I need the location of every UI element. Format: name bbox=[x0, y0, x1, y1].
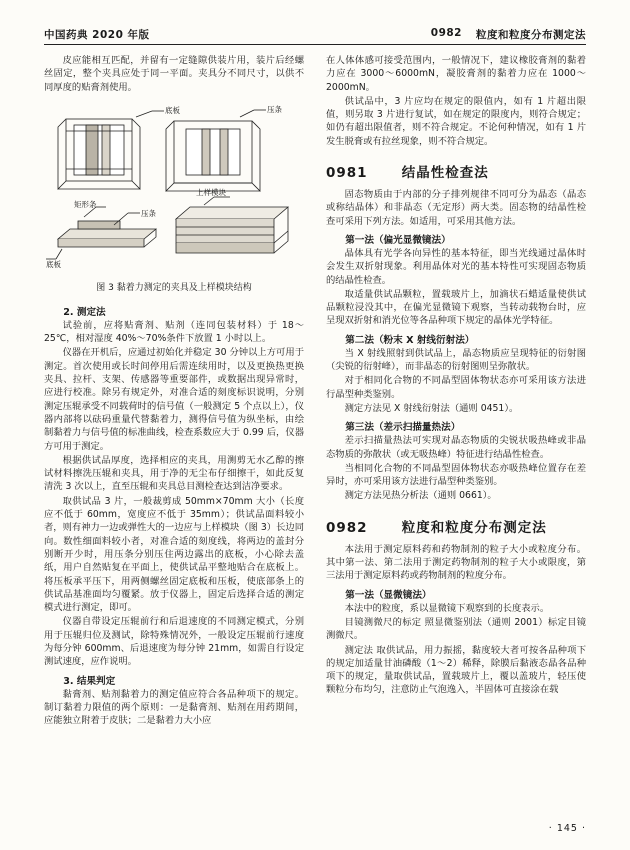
paragraph: 取供试品 3 片，一般裁剪成 50mm×70mm 大小（长度应不低于 60mm，宽度应不低于 35mm）；供试品面料较小者，则有神力一边或弹性大的一边应与上样模块（图 3）长边同向。数性细面料较小者，对准合适的刻度线，将两边的盖封分别断开少时，用压条分别压住两边露出的底板，小心除去盖纸，用户自然贴复在平面上，使供试品平整地贴合在底板上。将压板承平压下，用两侧螺丝固定底板和压板，使底部条上的供试品基准面均匀覆紧。放于仪器上，固定后选择合适的测定模式进行测定，即可。 bbox=[44, 495, 304, 614]
paragraph: 晶体具有光学各向异性的基本特征，即当光线通过晶体时会发生双折射现象。利用晶体对光的基本特性可实现固态物质的结晶性检查。 bbox=[326, 247, 586, 286]
figure-label-upper-sample-block: 上样模块 bbox=[196, 187, 226, 197]
method-heading-3: 第三法（差示扫描量热法） bbox=[345, 422, 461, 434]
header-section-code: 0982 bbox=[430, 27, 462, 39]
header-book-title: 中国药典 2020 年版 bbox=[44, 29, 150, 41]
method-heading-2: 第二法（粉末 X 射线衍射法） bbox=[345, 334, 475, 346]
figure-label-rect-block: 矩形条 bbox=[74, 199, 97, 209]
section-title: 结晶性检查法 bbox=[401, 165, 489, 182]
paragraph: 根据供试品厚度，选择相应的夹具，用测剪无水乙醇的擦试材料擦洗压辊和夹具，用于净的无尘布仔细擦干，如此反复清洗 3 次以上，直至压辊和夹具总目测检查达到洁净要求。 bbox=[44, 454, 304, 493]
section-code: 0982 bbox=[326, 519, 368, 536]
figure-label-base-plate-bottom: 底板 bbox=[46, 259, 61, 269]
section-heading-0981 bbox=[326, 161, 586, 181]
paragraph: 供试品中，3 片应均在规定的限值内，如有 1 片超出限值，则另取 3 片进行复试，如在规定的限度内，则符合规定；如仍有超出限值者，则不符合规定。不论何种情况，如有 1 片发生脱膏或有拉丝现象，则不符合规定。 bbox=[326, 95, 586, 147]
paragraph: 当 X 射线照射到供试品上，晶态物质应呈现特征的衍射图（尖锐的衍射峰），而非晶态的衍射图则呈弥散状。 bbox=[326, 347, 586, 373]
header-rule bbox=[44, 44, 586, 45]
paragraph: 当相同化合物的不同晶型固体物状态亦吸热峰位置存在差异时，亦可采用该方法进行晶型种类鉴别。 bbox=[326, 462, 586, 488]
figure-svg bbox=[44, 101, 304, 276]
method-heading-microscope: 第一法（显微镜法） bbox=[345, 589, 432, 601]
method-heading-1: 第一法（偏光显微镜法） bbox=[345, 234, 451, 246]
paragraph: 取适量供试品颗粒，置载玻片上，加滴状石蜡适量使供试品颗粒浸没其中，在偏光显微镜下观察，当转动载物台时，应呈现双折射和消光位等各品种项下规定的晶体光学特征。 bbox=[326, 288, 586, 327]
paragraph: 对于相同化合物的不同晶型固体物状态亦可采用该方法进行晶型种类鉴别。 bbox=[326, 375, 586, 400]
paragraph: 测定方法见热分析法（通则 0661）。 bbox=[344, 490, 497, 502]
section-title: 粒度和粒度分布测定法 bbox=[401, 519, 547, 536]
paragraph: 本法用于测定原料药和药物制剂的粒子大小或粒度分布。其中第一法、第二法用于测定药物制剂的粒子大小或限度，第三法用于测定原料药或药物制剂的粒度分布。 bbox=[326, 543, 586, 582]
subsection-heading-measurement: 2. 测定法 bbox=[63, 306, 106, 318]
paragraph: 仪器自带设定压辊前行和后退速度的不同测定模式，分别用于压辊归位及测试，除特殊情况外，一般设定压辊前行速度为每分钟 600mm、后退速度为每分钟 21mm，如需自行设定测试速度，应作说明。 bbox=[44, 616, 304, 668]
paragraph: 固态物质由于内部的分子排列规律不同可分为晶态（晶态或称结晶体）和非晶态（无定形）两大类。固态物的结晶性检查可采用下列方法。如适用，可采用其他方法。 bbox=[326, 189, 586, 227]
header-right-group bbox=[431, 27, 586, 42]
header-section-title: 粒度和粒度分布测定法 bbox=[476, 29, 586, 41]
figure-label-press-plate: 压条 bbox=[267, 104, 282, 114]
figure-label-press-bar: 压条 bbox=[141, 208, 156, 218]
page-header bbox=[44, 22, 586, 42]
two-column-body bbox=[44, 54, 586, 810]
paragraph: 黏膏剂、贴剂黏着力的测定值应符合各品种项下的规定。制订黏着力限值的两个原则：一是黏膏剂、贴剂在用药期间，应能独立附着于皮肤；二是黏着力大小应 bbox=[44, 688, 304, 727]
subsection-heading-result: 3. 结果判定 bbox=[63, 675, 116, 687]
paragraph: 在人体体感可接受范围内，一般情况下，建议橡胶膏剂的黏着力应在 3000～6000mN，凝胶膏剂的黏着力应在 1000～2000mN。 bbox=[326, 55, 586, 93]
paragraph: 测定方法见 X 射线衍射法（通则 0451）。 bbox=[344, 402, 519, 414]
paragraph: 皮应能相互匹配，并留有一定缝隙供装片用，装片后经螺丝固定，整个夹具应处于同一平面。夹具分不同尺寸，以供不同厚度的贴膏剂使用。 bbox=[44, 55, 304, 93]
paragraph: 本法中的粒度，系以显微镜下观察到的长度表示。 bbox=[344, 602, 550, 614]
figure-clamp-diagram bbox=[44, 101, 304, 276]
section-code: 0981 bbox=[326, 165, 368, 182]
paragraph: 差示扫描量热法可实现对晶态物质的尖锐状吸热峰或非晶态物质的弥散状（或无吸热峰）特征进行结晶性检查。 bbox=[326, 435, 586, 460]
paragraph: 试验前，应将贴膏剂、贴剂（连同包装材料）于 18～25℃，相对湿度 40%～70%条件下放置 1 小时以上。 bbox=[44, 319, 304, 345]
left-column bbox=[44, 54, 304, 810]
figure-label-base-plate-top: 底板 bbox=[165, 105, 180, 115]
paragraph: 仪器在开机后，应通过初始化并稳定 30 分钟以上方可用于测定。首次使用或长时间停用后需连续用时，以及更换热更换夹具、拉杆、支架、传感器等重要部件，或数据出现异常时，应进行校准。除另有规定外，对准合适的刻度标识说明，分别测定压辊承受不同载荷时的信号值（一般测定 5 个点以上），仪器内部将以砝码重量代替黏着力，测得信号值为纵坐标，由绘制黏着力与信号值的标准曲线，检查系数应大于 0.99 后，仪器方可用于测定。 bbox=[44, 347, 304, 452]
paragraph: 目镜测微尺的标定 照显微鉴别法（通则 2001）标定目镜测微尺。 bbox=[326, 616, 586, 642]
figure-caption: 图 3 黏着力测定的夹具及上样模块结构 bbox=[96, 282, 252, 293]
paragraph: 测定法 取供试品，用力振摇，黏度较大者可按各品种项下的规定加适量甘油磷酸（1～2）稀释，除膜后黏液态晶各品种项下的规定，量取供试品，置载玻片上，覆以盖玻片，轻压使颗粒分布均匀，注意防止气泡逸入，半固体可直接涂在载 bbox=[326, 644, 586, 696]
section-heading-0982 bbox=[326, 516, 586, 536]
page-number: · 145 · bbox=[548, 823, 586, 834]
right-column bbox=[326, 54, 586, 810]
